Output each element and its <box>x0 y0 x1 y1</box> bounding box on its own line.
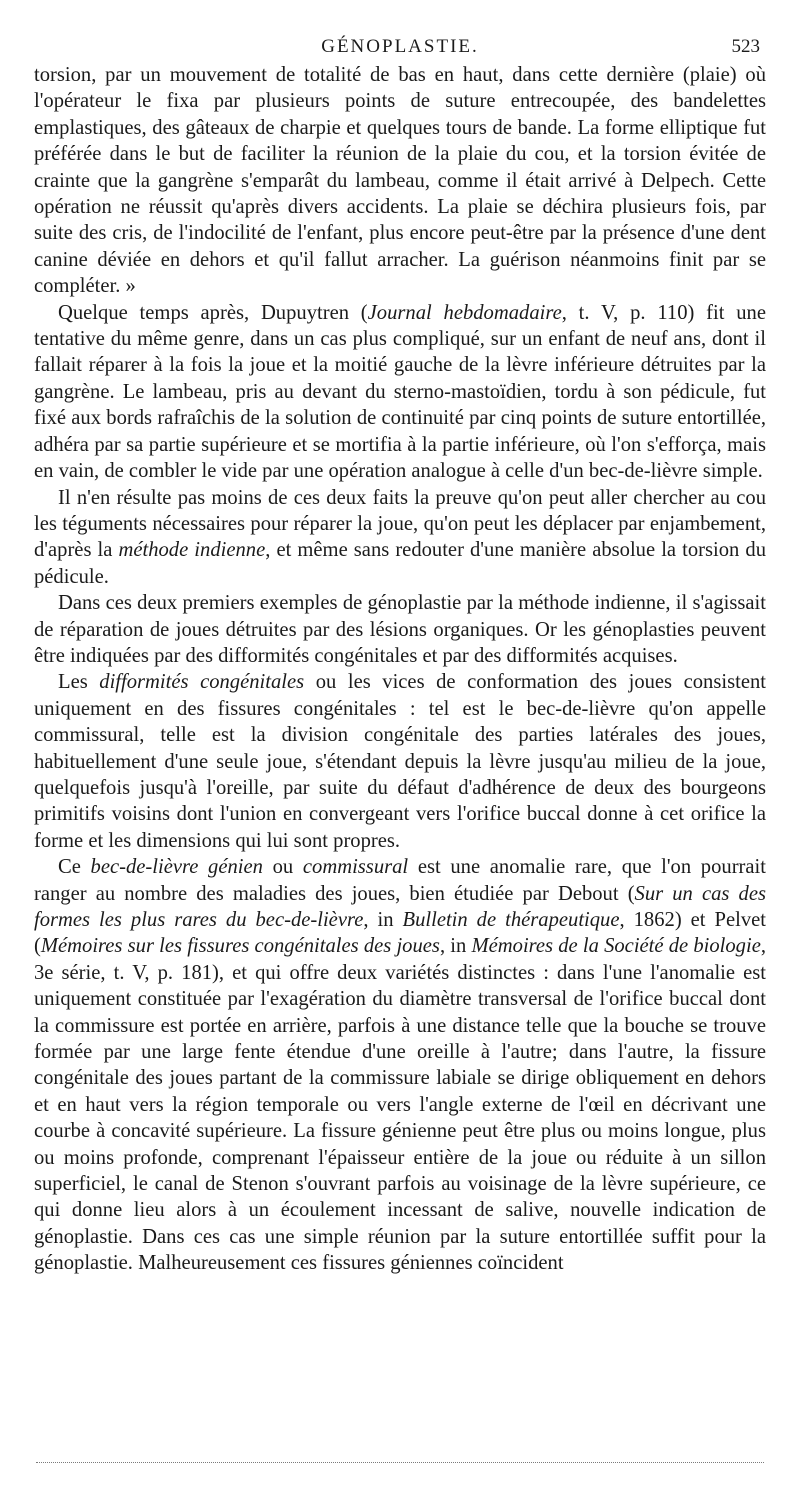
text-run: Dans ces deux premiers exemples de génoplastie par la méthode indienne, il s'agissait de réparation de joues détruites par des lésions organiques. Or les génoplasties peuvent être indiquées par des difformités congénitales et par des difformités acquises. <box>34 592 766 667</box>
italic-text: Mémoires sur les fissures congénitales des joues <box>40 935 440 958</box>
paragraph <box>34 590 766 669</box>
italic-text: méthode indienne <box>118 539 266 562</box>
text-run: , in <box>363 909 403 931</box>
body-text <box>34 62 766 1277</box>
paragraph <box>34 854 766 1277</box>
italic-text: Bulletin de thérapeutique <box>402 909 620 931</box>
paragraph <box>34 485 766 591</box>
text-run: , 1862) et Pelvet ( <box>34 909 766 958</box>
text-run: , et même sans redouter d'une manière absolue la torsion du pédicule. <box>34 539 767 588</box>
text-run: Ce <box>58 856 91 879</box>
footer-dotted-rule <box>36 1462 764 1463</box>
italic-text: Journal hebdomadaire <box>367 301 562 324</box>
italic-text: commissural <box>302 856 409 879</box>
text-run: ou <box>262 856 303 879</box>
text-run: , 3e série, t. V, p. 181), et qui offre deux variétés distinctes : dans l'une l'anomalie est uniquement constituée par l'exagération du diamètre transversal de l'orifice buccal dont la commissure est portée en arrière, parfois à une distance telle que la bouche se trouve formée par une large fente étendue d'une oreille à l'autre; dans l'autre, la fissure congénitale des joues partant de la commissure labiale se dirige obliquement en dehors et en haut vers la région temporale ou vers l'angle externe de l'œil en décrivant une courbe à concavité supérieure. La fissure génienne peut être plus ou moins longue, plus ou moins profonde, comprenant l'épaisseur entière de la joue ou réduite à un sillon superficiel, le canal de Stenon s'ouvrant parfois au voisinage de la lèvre supérieure, ce qui donne lieu alors à un écoulement incessant de salive, nouvelle indication de génoplastie. Dans ces cas une simple réunion par la suture entortillée suffit pour la génoplastie. Malheureusement ces fissures géniennes coïncident <box>34 935 766 1275</box>
italic-text: Sur un cas des formes les plus rares du bec-de-lièvre <box>34 882 766 931</box>
text-run: est une anomalie rare, que l'on pourrait ranger au nombre des maladies des joues, bien étudiée par Debout ( <box>34 856 766 905</box>
italic-text: difformités congénitales <box>99 671 305 694</box>
text-run: Les <box>58 671 100 694</box>
paragraph <box>34 300 766 485</box>
running-header <box>34 32 766 62</box>
text-run: torsion, par un mouvement de totalité de bas en haut, dans cette dernière (plaie) où l'opérateur le fixa par plusieurs points de suture entrecoupée, des bandelettes emplastiques, des gâteaux de charpie et quelques tours de bande. La forme elliptique fut préférée dans le but de faciliter la réunion de la plaie du cou, et la torsion évitée de crainte que la gangrène s'emparât du lambeau, comme il était arrivé à Delpech. Cette opération ne réussit qu'après divers accidents. La plaie se déchira plusieurs fois, par suite des cris, de l'indocilité de l'enfant, plus encore peut-être par la présence d'une dent canine déviée en dehors et qu'il fallut arracher. La guérison néanmoins finit par se compléter. » <box>34 64 766 298</box>
italic-text: bec-de-lièvre génien <box>90 856 263 879</box>
text-run: ou les vices de conformation des joues consistent uniquement en des fissures congénitales : tel est le bec-de-lièvre qu'on appelle commissural, telle est la division congénitale des parties latérales des joues, habituellement d'une seule joue, s'étendant depuis la lèvre jusqu'au milieu de la joue, quelquefois jusqu'à l'oreille, par suite du défaut d'adhérence de deux des bourgeons primitifs voisins dont l'union en convergeant vers l'orifice buccal donne à cet orifice la forme et les dimensions qui lui sont propres. <box>34 671 766 852</box>
page-number: 523 <box>731 36 760 57</box>
paragraph <box>34 62 766 300</box>
text-run: Quelque temps après, Dupuytren ( <box>58 301 368 324</box>
paragraph <box>34 669 766 854</box>
text-run: , in <box>439 935 472 958</box>
text-run: , t. V, p. 110) fit une tentative du même genre, dans un cas plus compliqué, sur un enfant de neuf ans, dont il fallait réparer à la fois la joue et la moitié gauche de la lèvre inférieure détruites par la gangrène. Le lambeau, pris au devant du sterno-mastoïdien, tordu à son pédicule, fut fixé aux bords rafraîchis de la solution de continuité par cinq points de suture entortillée, adhéra par sa partie supérieure et se mortifia à la partie inférieure, où l'on s'efforça, mais en vain, de combler le vide par une opération analogue à celle d'un bec-de-lièvre simple. <box>34 301 766 483</box>
text-run: Il n'en résulte pas moins de ces deux faits la preuve qu'on peut aller chercher au cou les téguments nécessaires pour réparer la joue, qu'on peut les déplacer par enjambement, d'après la <box>34 486 766 562</box>
running-title: GÉNOPLASTIE. <box>321 36 479 57</box>
italic-text: Mémoires de la Société de biologie <box>471 935 761 958</box>
